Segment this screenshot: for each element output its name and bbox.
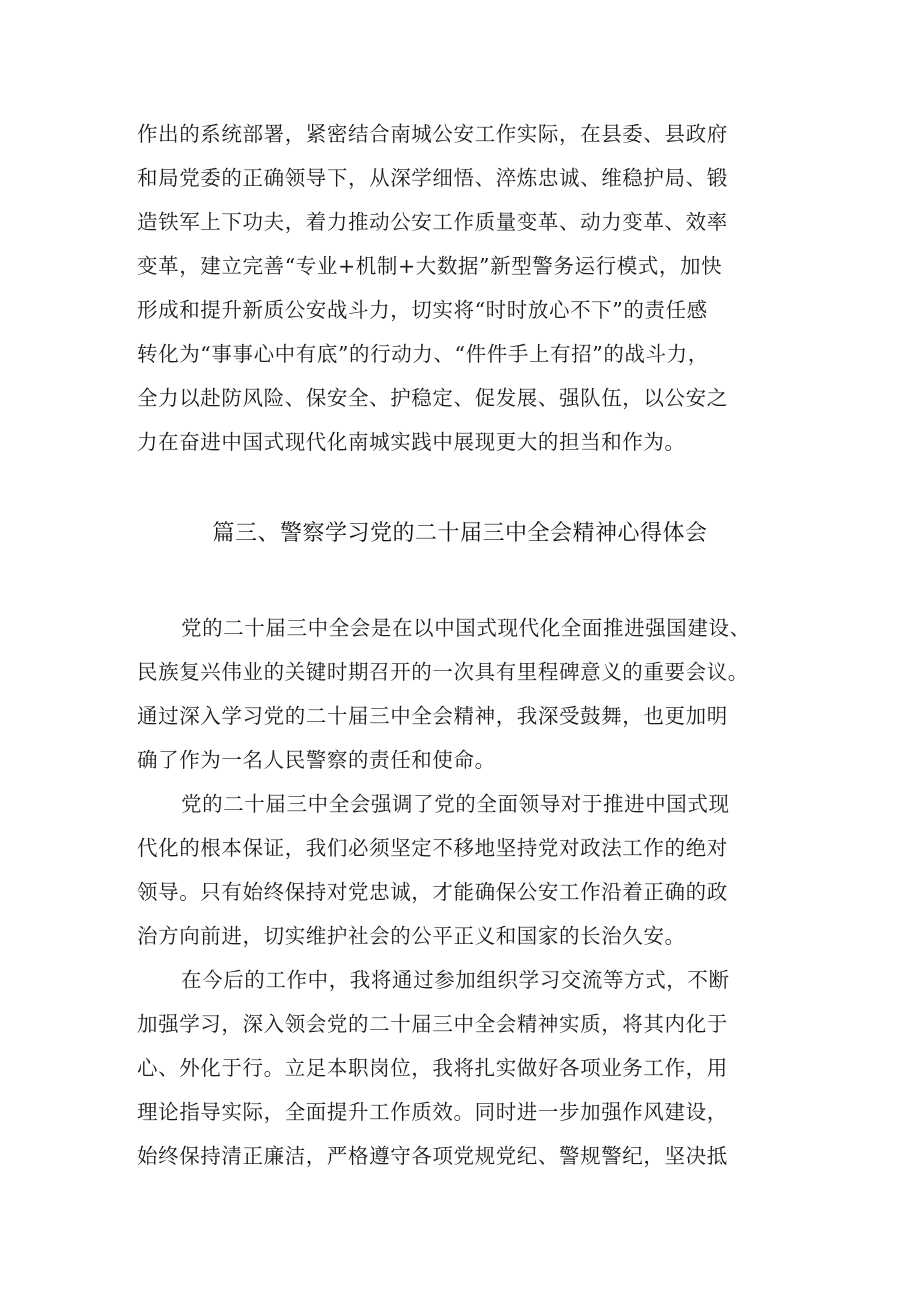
text-line: 理论指导实际，全面提升工作质效。同时进一步加强作风建设， (137, 1100, 728, 1124)
text-line: 通过深入学习党的二十届三中全会精神，我深受鼓舞，也更加明 (137, 704, 728, 728)
text-line: 加强学习，深入领会党的二十届三中全会精神实质，将其内化于 (137, 1012, 728, 1036)
text-line: 领导。只有始终保持对党忠诚，才能确保公安工作沿着正确的政 (137, 880, 728, 904)
text-line: 形成和提升新质公安战斗力，切实将“时时放心不下”的责任感 (137, 298, 708, 322)
section-heading: 篇三、警察学习党的二十届三中全会精神心得体会 (212, 521, 708, 546)
text-line: 全力以赴防风险、保安全、护稳定、促发展、强队伍，以公安之 (137, 386, 728, 410)
paragraph-first-line: 在今后的工作中，我将通过参加组织学习交流等方式，不断 (181, 968, 730, 992)
text-line: 民族复兴伟业的关键时期召开的一次具有里程碑意义的重要会议。 (137, 660, 749, 684)
body-paragraphs (137, 606, 807, 1178)
text-line: 作出的系统部署，紧密结合南城公安工作实际，在县委、县政府 (137, 122, 728, 146)
text-line: 治方向前进，切实维护社会的公平正义和国家的长治久安。 (137, 924, 686, 948)
intro-paragraph (137, 112, 797, 464)
text-line: 转化为“事事心中有底”的行动力、“件件手上有招”的战斗力， (137, 342, 709, 366)
text-line: 力在奋进中国式现代化南城实践中展现更大的担当和作为。 (137, 430, 686, 454)
text-line: 造铁军上下功夫，着力推动公安工作质量变革、动力变革、效率 (137, 210, 728, 234)
paragraph-first-line: 党的二十届三中全会强调了党的全面领导对于推进中国式现 (181, 792, 730, 816)
text-line: 确了作为一名人民警察的责任和使命。 (137, 748, 496, 772)
text-line: 代化的根本保证，我们必须坚定不移地坚持党对政法工作的绝对 (137, 836, 728, 860)
text-line: 心、外化于行。立足本职岗位，我将扎实做好各项业务工作，用 (137, 1056, 728, 1080)
text-line: 变革，建立完善“专业+机制+大数据”新型警务运行模式，加快 (137, 254, 723, 278)
text-line: 始终保持清正廉洁，严格遵守各项党规党纪、警规警纪，坚决抵 (137, 1144, 728, 1168)
paragraph-first-line: 党的二十届三中全会是在以中国式现代化全面推进强国建设、 (181, 616, 751, 640)
text-line: 和局党委的正确领导下，从深学细悟、淬炼忠诚、维稳护局、锻 (137, 166, 728, 190)
